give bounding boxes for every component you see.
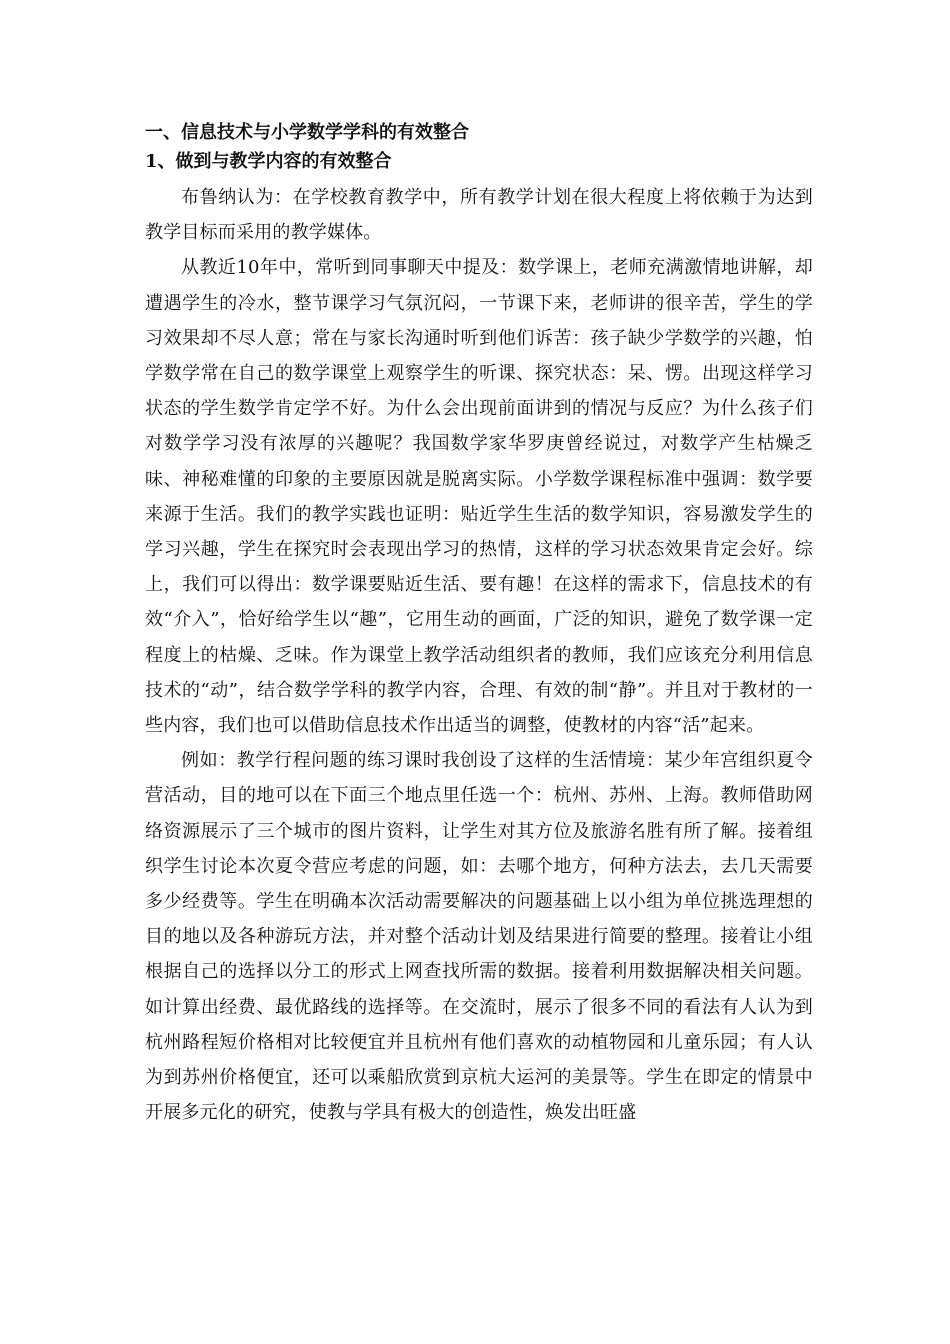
section-heading: 一、信息技术与小学数学学科的有效整合	[145, 122, 469, 143]
paragraph-example: 例如：教学行程问题的练习课时我创设了这样的生活情境：某少年宫组织夏令营活动，目的地可以在下面三个地点里任选一个：杭州、苏州、上海。教师借助网络资源展示了三个城市的图片资料，让学生对其方位及旅游名胜有所了解。接着组织学生讨论本次夏令营应考虑的问题，如：去哪个地方，何种方法去，去几天需要多少经费等。学生在明确本次活动需要解决的问题基础上以小组为单位挑选理想的目的地以及各种游玩方法，并对整个活动计划及结果进行简要的整理。接着让小组根据自己的选择以分工的形式上网查找所需的数据。接着利用数据解决相关问题。如计算出经费、最优路线的选择等。在交流时，展示了很多不同的看法有人认为到杭州路程短价格相对比较便宜并且杭州有他们喜欢的动植物园和儿童乐园；有人认为到苏州价格便宜，还可以乘船欣赏到京杭大运河的美景等。学生在即定的情景中开展多元化的研究，使教与学具有极大的创造性，焕发出旺盛	[145, 750, 813, 1124]
subsection-heading: 1、做到与教学内容的有效整合	[145, 151, 392, 172]
paragraph-bruner: 布鲁纳认为：在学校教育教学中，所有教学计划在很大程度上将依赖于为达到教学目标而采用的教学媒体。	[145, 187, 813, 244]
paragraph-experience: 从教近10年中，常听到同事聊天中提及：数学课上，老师充满激情地讲解，却遭遇学生的冷水，整节课学习气氛沉闷，一节课下来，老师讲的很辛苦，学生的学习效果却不尽人意；常在与家长沟通时听到他们诉苦：孩子缺少学数学的兴趣，怕学数学常在自己的数学课堂上观察学生的听课、探究状态：呆、愣。出现这样学习状态的学生数学肯定学不好。为什么会出现前面讲到的情况与反应？为什么孩子们对数学学习没有浓厚的兴趣呢？我国数学家华罗庚曾经说过，对数学产生枯燥乏味、神秘难懂的印象的主要原因就是脱离实际。小学数学课程标准中强调：数学要来源于生活。我们的教学实践也证明：贴近学生生活的数学知识，容易激发学生的学习兴趣，学生在探究时会表现出学习的热情，这样的学习状态效果肯定会好。综上，我们可以得出：数学课要贴近生活、要有趣！在这样的需求下，信息技术的有效“介入”，恰好给学生以“趣”，它用生动的画面，广泛的知识，避免了数学课一定程度上的枯燥、乏味。作为课堂上教学活动组织者的教师，我们应该充分利用信息技术的“动”，结合数学学科的教学内容，合理、有效的制“静”。并且对于教材的一些内容，我们也可以借助信息技术作出适当的调整，使教材的内容“活”起来。	[145, 257, 813, 737]
document-page	[145, 118, 813, 1130]
